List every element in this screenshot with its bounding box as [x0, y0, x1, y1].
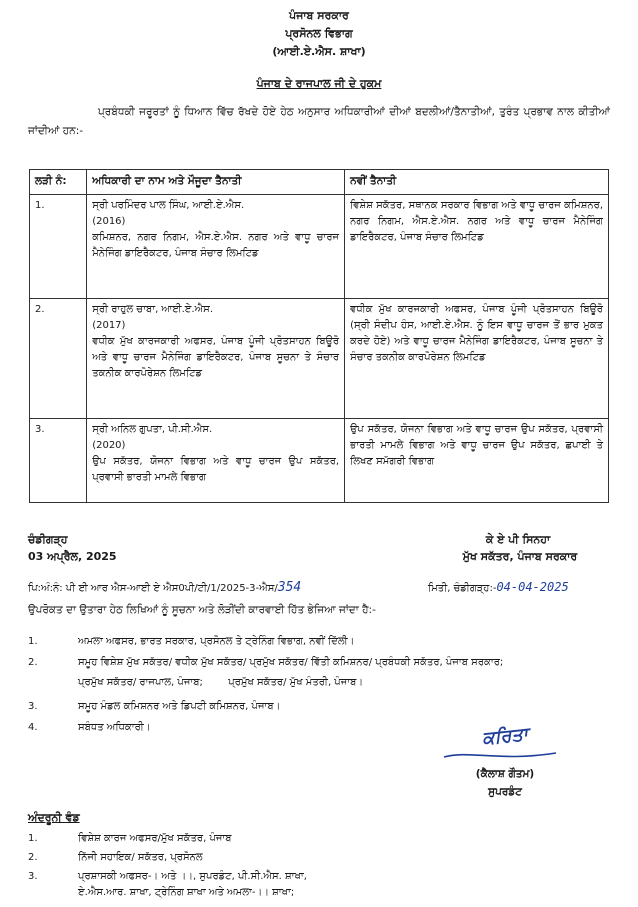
- current-posting: ਕਮਿਸ਼ਨਰ, ਨਗਰ ਨਿਗਮ, ਐਸ.ਏ.ਐਸ. ਨਗਰ ਅਤੇ ਵਾਧੂ ਚਾਰਜ ਮੈਨੇਜਿੰਗ ਡਾਇਰੈਕਟਰ, ਪੰਜਾਬ ਸੰਚਾਰ ਲਿਮਟਿਡ: [92, 232, 340, 259]
- internal-distribution-heading: ਅੰਦਰੂਨੀ ਵੰਡ: [28, 811, 80, 824]
- signatory-name: ਕੇ ਏ ਪੀ ਸਿਨਹਾ: [485, 533, 551, 546]
- endorsement-date-label: ਮਿਤੀ, ਚੰਡੀਗੜ੍ਹ:-: [428, 583, 497, 594]
- list-item-number: 1.: [28, 833, 38, 844]
- officer-name: ਸ੍ਰੀ ਅਨਿਲ ਗੁਪਤਾ, ਪੀ.ਸੀ.ਐਸ.: [92, 424, 213, 435]
- officer-batch: (2017): [92, 320, 126, 331]
- list-item-number: 1.: [28, 636, 38, 647]
- list-item: [28, 870, 618, 884]
- signatory-title: ਮੁੱਖ ਸਕੱਤਰ, ਪੰਜਾਬ ਸਰਕਾਰ: [462, 550, 578, 563]
- superintendent-signature: ਕਰਿਤਾ: [481, 723, 529, 750]
- endorsement-date-handwritten: 04-04-2025: [496, 580, 569, 594]
- row-serial: 1.: [30, 195, 87, 299]
- row-officer: [87, 419, 345, 503]
- row-serial: 3.: [30, 419, 87, 503]
- table-row: [30, 195, 609, 299]
- row-officer: [87, 299, 345, 419]
- list-item: [28, 832, 618, 846]
- col-header-officer: ਅਧਿਕਾਰੀ ਦਾ ਨਾਮ ਅਤੇ ਮੌਜੂਦਾ ਤੈਨਾਤੀ: [87, 170, 345, 195]
- list-item-number: 3.: [28, 871, 38, 882]
- signature-flourish: [440, 748, 560, 762]
- list-item-text: ਸਮੂਹ ਮੰਡਲ ਕਮਿਸ਼ਨਰ ਅਤੇ ਡਿਪਟੀ ਕਮਿਸ਼ਨਰ, ਪੰਜਾਬ।: [78, 701, 281, 712]
- header-branch: (ਆਈ.ਏ.ਐਸ. ਸ਼ਾਖਾ): [272, 45, 366, 58]
- current-posting: ਵਧੀਕ ਮੁੱਖ ਕਾਰਜਕਾਰੀ ਅਫਸਰ, ਪੰਜਾਬ ਪੂੰਜੀ ਪ੍ਰੋਤਸਾਹਨ ਬਿਊਰੋ ਅਤੇ ਵਾਧੂ ਚਾਰਜ ਮੈਨੇਜਿੰਗ ਡਾਇਰੈਕਟਰ, ਪੰਜਾਬ ਸੂਚਨਾ ਤੇ ਸੰਚਾਰ ਤਕਨੀਕ ਕਾਰਪੋਰੇਸ਼ਨ ਲਿਮਟਿਡ: [92, 336, 340, 379]
- officer-batch: (2016): [92, 216, 126, 227]
- list-item-continuation: ਏ.ਐਸ.ਆਰ. ਸ਼ਾਖਾ, ਟ੍ਰੇਨਿੰਗ ਸ਼ਾਖਾ ਅਤੇ ਅਮਲਾ-।। ਸ਼ਾਖਾ;: [78, 887, 295, 898]
- header-department: ਪ੍ਰਸੋਨਲ ਵਿਭਾਗ: [285, 27, 353, 40]
- transfers-table: [29, 169, 609, 503]
- list-item-text: ਵਿਸ਼ੇਸ਼ ਕਾਰਜ ਅਫਸਰ/ਮੁੱਖ ਸਕੱਤਰ, ਪੰਜਾਬ: [78, 833, 232, 844]
- order-date: 03 ਅਪ੍ਰੈਲ, 2025: [28, 550, 117, 563]
- endorsement-number-handwritten: 354: [277, 580, 302, 595]
- endorsement-number-prefix: ਪਿ:ਅੰ:ਨੰ: ਪੀ ਈ ਆਰ ਐਸ-ਆਈ ਏ ਐਸ0ਪੀ/ਟੀ/1/2025-3-ਐਸ/: [28, 583, 278, 594]
- new-posting: ਉਪ ਸਕੱਤਰ, ਯੋਜਨਾ ਵਿਭਾਗ ਅਤੇ ਵਾਧੂ ਚਾਰਜ ਉਪ ਸਕੱਤਰ, ਪ੍ਰਵਾਸੀ ਭਾਰਤੀ ਮਾਮਲੇ ਵਿਭਾਗ ਅਤੇ ਵਾਧੂ ਚਾਰਜ ਉਪ ਸਕੱਤਰ, ਛਪਾਈ ਤੇ ਲਿਖਣ ਸਮੱਗਰੀ ਵਿਭਾਗ: [345, 419, 609, 503]
- list-item: [28, 656, 618, 670]
- new-posting: ਵਿਸ਼ੇਸ਼ ਸਕੱਤਰ, ਸਥਾਨਕ ਸਰਕਾਰ ਵਿਭਾਗ ਅਤੇ ਵਾਧੂ ਚਾਰਜ ਕਮਿਸ਼ਨਰ, ਨਗਰ ਨਿਗਮ, ਐਸ.ਏ.ਐਸ. ਨਗਰ ਅਤੇ ਵਾਧੂ ਚਾਰਜ ਮੈਨੇਜਿੰਗ ਡਾਇਰੈਕਟਰ, ਪੰਜਾਬ ਸੰਚਾਰ ਲਿਮਟਿਡ: [345, 195, 609, 299]
- list-item-number: 2.: [28, 852, 38, 863]
- list-item-continuation: ਪ੍ਰਮੁੱਖ ਸਕੱਤਰ/ ਰਾਜਪਾਲ, ਪੰਜਾਬ; ਪ੍ਰਮੁੱਖ ਸਕੱਤਰ/ ਮੁੱਖ ਮੰਤਰੀ, ਪੰਜਾਬ।: [78, 677, 364, 688]
- superintendent-name: (ਕੈਲਾਸ਼ ਗੌਤਮ): [475, 768, 535, 780]
- list-item: [28, 635, 618, 649]
- list-item: [28, 851, 618, 865]
- place: ਚੰਡੀਗੜ੍ਹ: [28, 533, 68, 546]
- list-item-number: 4.: [28, 722, 38, 733]
- list-item-number: 2.: [28, 657, 38, 668]
- current-posting: ਉਪ ਸਕੱਤਰ, ਯੋਜਨਾ ਵਿਭਾਗ ਅਤੇ ਵਾਧੂ ਚਾਰਜ ਉਪ ਸਕੱਤਰ, ਪ੍ਰਵਾਸੀ ਭਾਰਤੀ ਮਾਮਲੇ ਵਿਭਾਗ: [92, 456, 340, 483]
- list-item-text: ਸਮੂਹ ਵਿਸ਼ੇਸ਼ ਮੁੱਖ ਸਕੱਤਰ/ ਵਧੀਕ ਮੁੱਖ ਸਕੱਤਰ/ ਪ੍ਰਮੁੱਖ ਸਕੱਤਰ/ ਵਿੱਤੀ ਕਮਿਸ਼ਨਰ/ ਪ੍ਰਬੰਧਕੀ ਸਕੱਤਰ, ਪੰਜਾਬ ਸਰਕਾਰ;: [78, 657, 504, 668]
- intro-paragraph: ਪ੍ਰਬੰਧਕੀ ਜਰੂਰਤਾਂ ਨੂੰ ਧਿਆਨ ਵਿੱਚ ਰੱਖਦੇ ਹੋਏ ਹੇਠ ਅਨੁਸਾਰ ਅਧਿਕਾਰੀਆਂ ਦੀਆਂ ਬਦਲੀਆਂ/ਤੈਨਾਤੀਆਂ, ਤੁਰੰਤ ਪ੍ਰਭਾਵ ਨਾਲ ਕੀਤੀਆਂ ਜਾਂਦੀਆਂ ਹਨ:-: [28, 106, 610, 137]
- endorsement-intro: ਉਪਰੋਕਤ ਦਾ ਉਤਾਰਾ ਹੇਠ ਲਿਖਿਆਂ ਨੂੰ ਸੂਚਨਾ ਅਤੇ ਲੋੜੀਂਦੀ ਕਾਰਵਾਈ ਹਿੱਤ ਭੇਜਿਆ ਜਾਂਦਾ ਹੈ:-: [28, 604, 376, 616]
- superintendent-title: ਸੁਪਰਡੰਟ: [488, 786, 522, 798]
- list-item-number: 3.: [28, 701, 38, 712]
- header-government: ਪੰਜਾਬ ਸਰਕਾਰ: [289, 9, 349, 22]
- col-header-serial: ਲੜੀ ਨੰ:: [30, 170, 87, 195]
- col-header-new-posting: ਨਵੀਂ ਤੈਨਾਤੀ: [345, 170, 609, 195]
- list-item-text: ਅਮਲਾ ਅਫਸਰ, ਭਾਰਤ ਸਰਕਾਰ, ਪ੍ਰਸੋਨਲ ਤੇ ਟ੍ਰੇਨਿੰਗ ਵਿਭਾਗ, ਨਵੀਂ ਦਿੱਲੀ।: [78, 636, 355, 647]
- officer-name: ਸ੍ਰੀ ਪਰਮਿੰਦਰ ਪਾਲ ਸਿੰਘ, ਆਈ.ਏ.ਐਸ.: [92, 200, 245, 211]
- table-row: [30, 299, 609, 419]
- order-title: ਪੰਜਾਬ ਦੇ ਰਾਜਪਾਲ ਜੀ ਦੇ ਹੁਕਮ: [256, 77, 382, 90]
- table-header-row: [30, 170, 609, 195]
- row-officer: [87, 195, 345, 299]
- table-row: [30, 419, 609, 503]
- row-serial: 2.: [30, 299, 87, 419]
- list-item-text: ਸਬੰਧਤ ਅਧਿਕਾਰੀ।: [78, 722, 151, 733]
- list-item-text: ਪ੍ਰਸ਼ਾਸਕੀ ਅਫਸਰ-। ਅਤੇ ।।, ਸੁਪਰਡੰਟ, ਪੀ.ਸੀ.ਐਸ. ਸ਼ਾਖਾ,: [78, 871, 307, 882]
- endorsement-date: [428, 580, 569, 594]
- list-item: [28, 700, 618, 714]
- officer-name: ਸ੍ਰੀ ਰਾਹੁਲ ਚਾਬਾ, ਆਈ.ਏ.ਐਸ.: [92, 304, 214, 315]
- new-posting: ਵਧੀਕ ਮੁੱਖ ਕਾਰਜਕਾਰੀ ਅਫਸਰ, ਪੰਜਾਬ ਪੂੰਜੀ ਪ੍ਰੋਤਸਾਹਨ ਬਿਊਰੋ (ਸ੍ਰੀ ਸੰਦੀਪ ਹੰਸ, ਆਈ.ਏ.ਐਸ. ਨੂੰ ਇਸ ਵਾਧੂ ਚਾਰਜ ਤੋਂ ਭਾਰ ਮੁਕਤ ਕਰਦੇ ਹੋਏ) ਅਤੇ ਵਾਧੂ ਚਾਰਜ ਮੈਨੇਜਿੰਗ ਡਾਇਰੈਕਟਰ, ਪੰਜਾਬ ਸੂਚਨਾ ਤੇ ਸੰਚਾਰ ਤਕਨੀਕ ਕਾਰਪੋਰੇਸ਼ਨ ਲਿਮਟਿਡ: [345, 299, 609, 419]
- list-item-text: ਨਿੱਜੀ ਸਹਾਇਕ/ ਸਕੱਤਰ, ਪ੍ਰਸੋਨਲ: [78, 852, 203, 863]
- endorsement-number: [28, 580, 301, 595]
- officer-batch: (2020): [92, 440, 126, 451]
